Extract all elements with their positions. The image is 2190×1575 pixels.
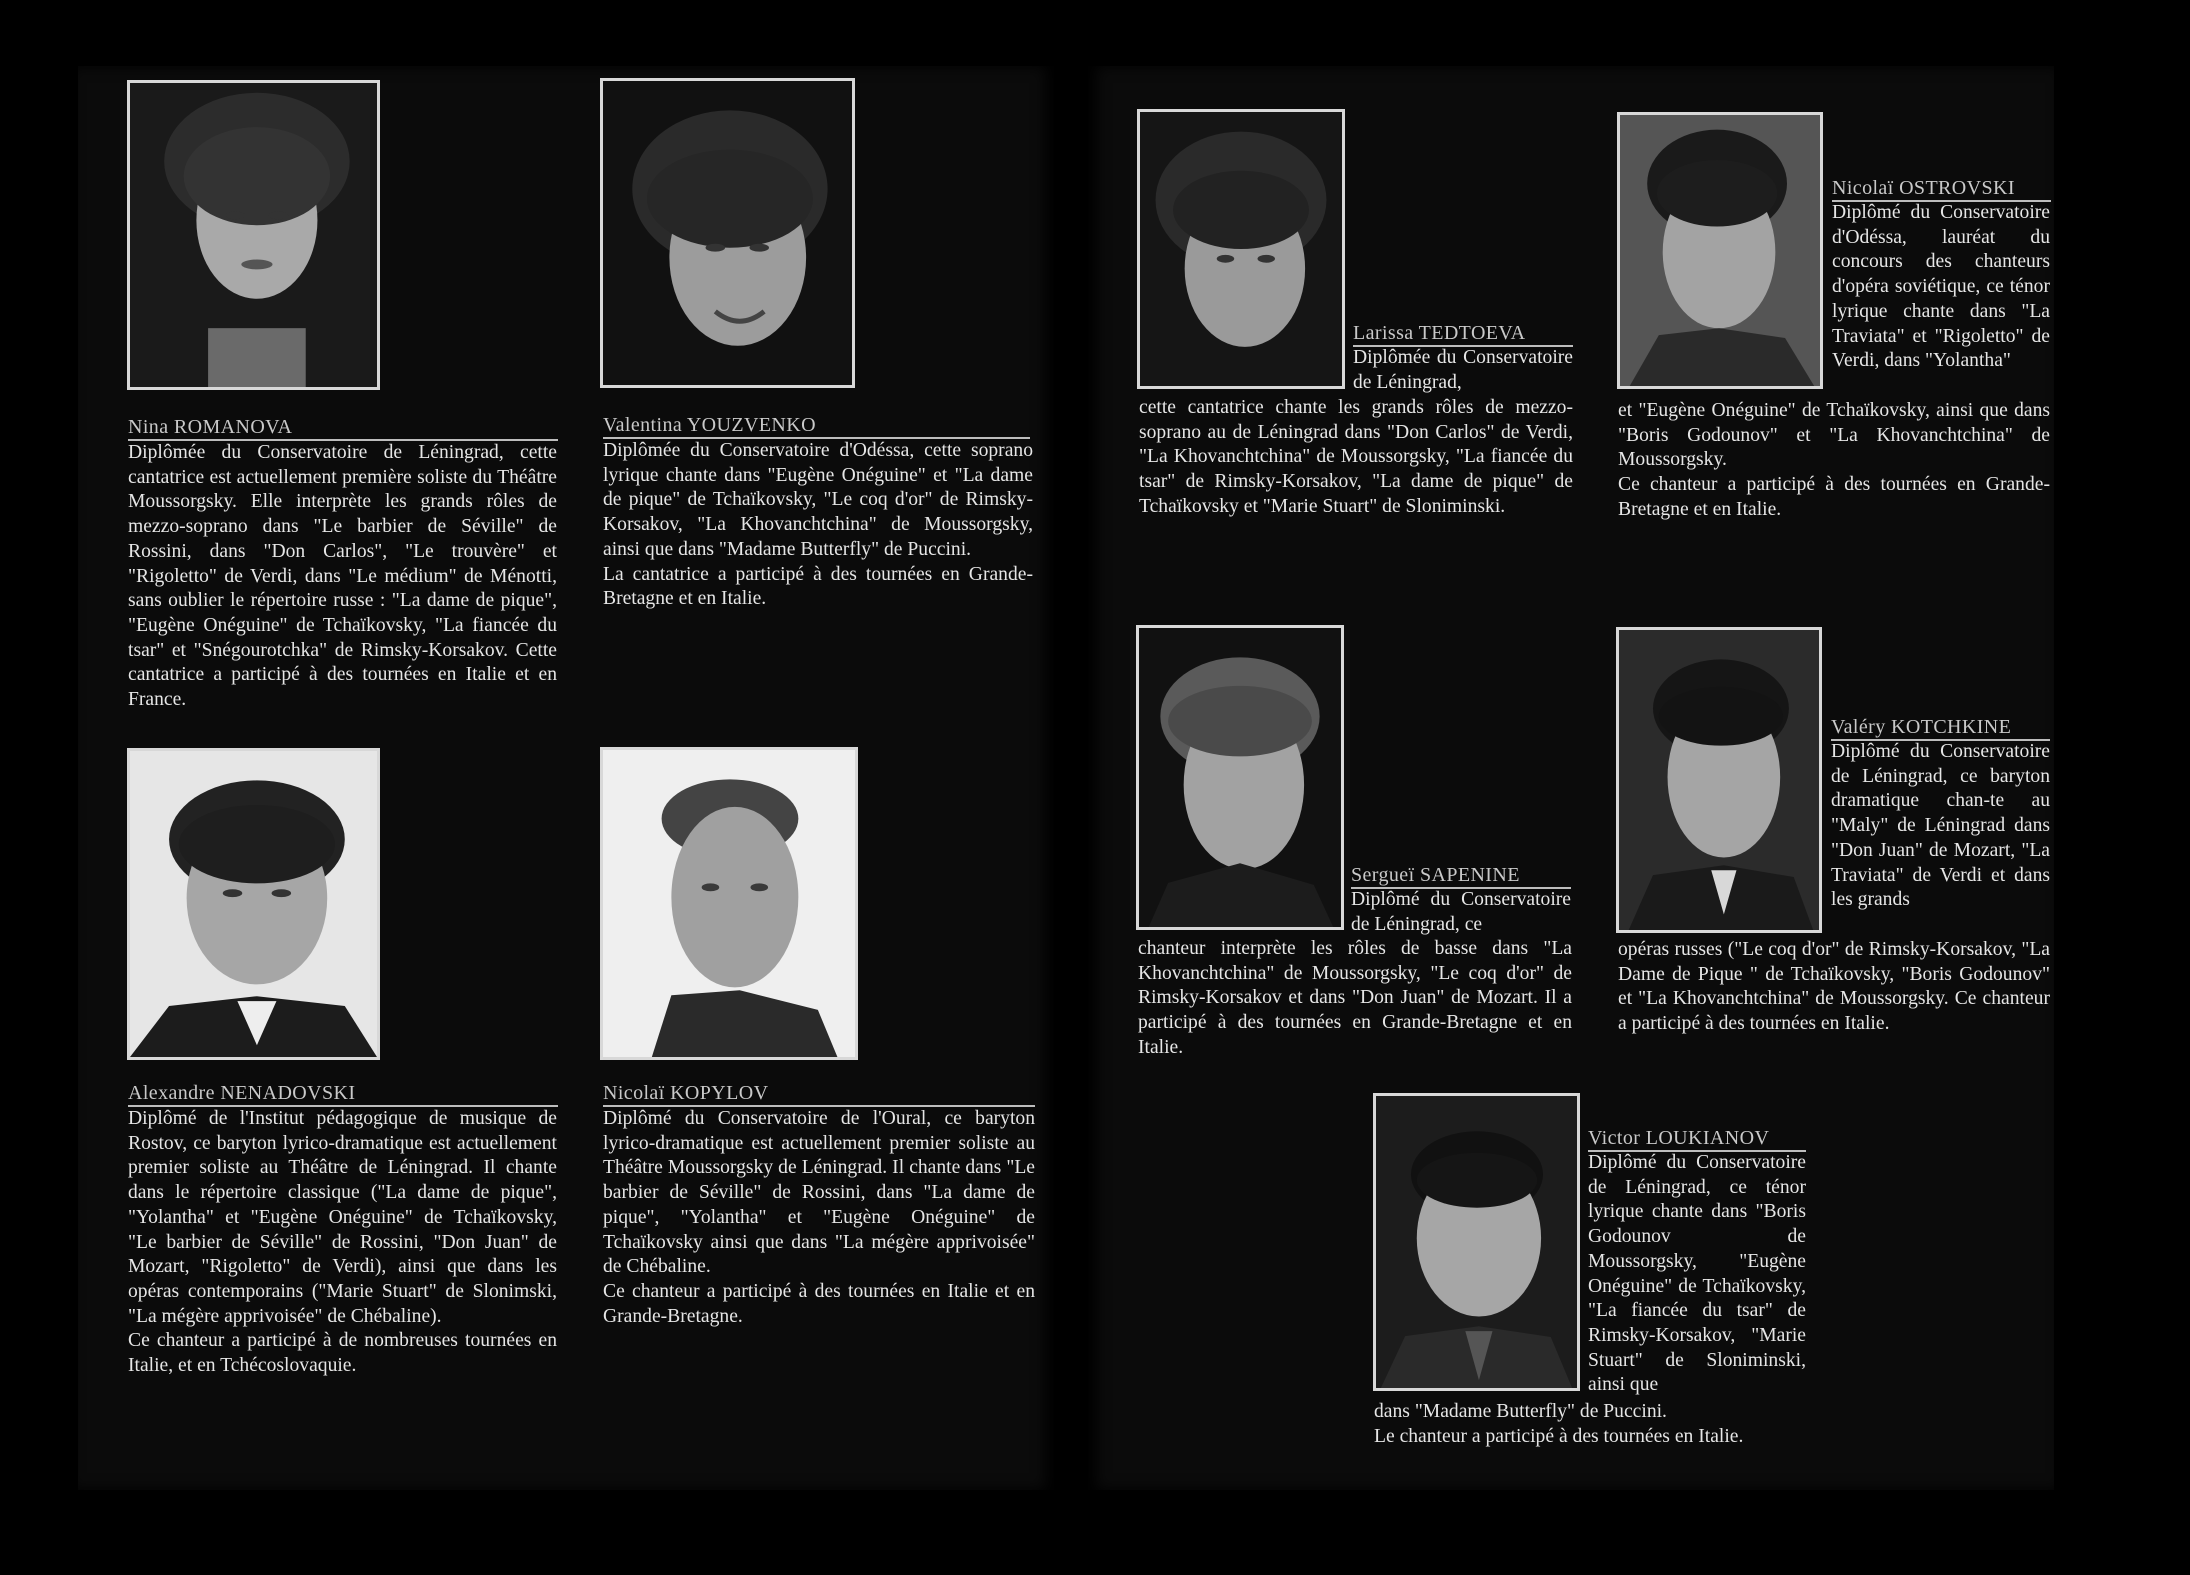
portrait-photo-sapenine xyxy=(1136,625,1344,930)
singer-bio-nenadovski: Diplômé de l'Institut pédagogique de musique de Rostov, ce baryton lyrico-dramatique est actuellement premier soliste au Théâtre de Léningrad. Il chante dans le répertoire classique ("La dame de pique", "Yolantha" et "Eugène Onéguine" de Tchaïkovsky, "Le barbier de Séville" de Rossini, "Don Juan" de Mozart, "Rigoletto" de Verdi), ainsi que dans les opéras contemporains ("Marie Stuart" de Slonimski, "La mégère apprivoisée" de Chébaline). Ce chanteur a participé à de nombreuses tournées en Italie, et en Tchécoslovaquie. xyxy=(128,1108,557,1377)
singer-name-nenadovski: Alexandre NENADOVSKI xyxy=(128,1082,558,1107)
singer-bio-kotchkine-side: Diplômé du Conservatoire de Léningrad, ce baryton dramatique chan-te au "Maly" de Léningrad dans "Don Juan" de Mozart, "La Traviata" de Verdi et dans les grands xyxy=(1831,741,2050,911)
singer-name-youzvenko: Valentina YOUZVENKO xyxy=(603,414,1030,439)
portrait-photo-kopylov xyxy=(600,747,858,1060)
singer-name-kotchkine: Valéry KOTCHKINE xyxy=(1831,716,2050,741)
singer-bio-ostrovski: et "Eugène Onéguine" de Tchaïkovsky, ainsi que dans "Boris Godounov" et "La Khovanchtchina" de Moussorgsky. Ce chanteur a participé à des tournées en Grande-Bretagne et en Italie. xyxy=(1618,400,2050,520)
singer-name-ostrovski: Nicolaï OSTROVSKI xyxy=(1832,177,2051,202)
singer-name-sapenine: Sergueï SAPENINE xyxy=(1351,864,1571,889)
singer-name-romanova: Nina ROMANOVA xyxy=(128,416,558,441)
singer-bio-sapenine-side: Diplômé du Conservatoire de Léningrad, ce xyxy=(1351,889,1571,935)
portrait-photo-youzvenko xyxy=(600,78,855,388)
singer-bio-sapenine: chanteur interprète les rôles de basse dans "La Khovanchtchina" de Moussorgsky, "Le coq d'or" de Rimsky-Korsakov et dans "Don Juan" de Mozart. Il a participé à des tournées en Grande-Bretagne et en Italie. xyxy=(1138,938,1572,1058)
portrait-photo-loukianov xyxy=(1373,1093,1580,1391)
portrait-photo-kotchkine xyxy=(1616,627,1822,933)
singer-name-kopylov: Nicolaï KOPYLOV xyxy=(603,1082,1035,1107)
portrait-photo-romanova xyxy=(127,80,380,390)
singer-bio-tedtoeva: cette cantatrice chante les grands rôles de mezzo-soprano au de Léningrad dans "Don Carlos" de Verdi, "La Khovanchtchina" de Moussorgsky, "La fiancée du tsar" de Rimsky-Korsakov, "La dame de pique" de Tchaïkovsky et "Marie Stuart" de Sloniminski. xyxy=(1139,397,1573,517)
singer-bio-kopylov: Diplômé du Conservatoire de l'Oural, ce baryton lyrico-dramatique est actuellement premier soliste au Théâtre Moussorgsky de Léningrad. Il chante dans "Le barbier de Séville" de Rossini, dans "La dame de pique", "Yolantha" et "Eugène Onéguine" de Tchaïkovsky ainsi que dans "La mégère apprivoisée" de Chébaline. Ce chanteur a participé à des tournées en Italie et en Grande-Bretagne. xyxy=(603,1108,1035,1327)
booklet-spine xyxy=(1054,60,1088,1496)
singer-bio-romanova: Diplômée du Conservatoire de Léningrad, cette cantatrice est actuellement première soliste du Théâtre Moussorgsky. Elle interprète les grands rôles de mezzo-soprano dans "Le barbier de Séville" de Rossini, dans "Don Carlos", "Le trouvère" et "Rigoletto" de Verdi, dans "Le médium" de Ménotti, sans oublier le répertoire russe : "La dame de pique", "Eugène Onéguine" de Tchaïkovsky, "La fiancée du tsar" et "Snégourotchka" de Rimsky-Korsakov. Cette cantatrice a participé à des tournées en Italie et en France. xyxy=(128,442,557,711)
portrait-photo-tedtoeva xyxy=(1137,109,1345,389)
singer-bio-tedtoeva-side: Diplômée du Conservatoire de Léningrad, xyxy=(1353,347,1573,393)
portrait-photo-ostrovski xyxy=(1617,112,1823,389)
singer-bio-youzvenko: Diplômée du Conservatoire d'Odéssa, cette soprano lyrique chante dans "Eugène Onéguine" et "La dame de pique" de Tchaïkovsky, "Le coq d'or" de Rimsky-Korsakov, "La Khovanchtchina" de Moussorgsky, ainsi que dans "Madame Butterfly" de Puccini. La cantatrice a participé à des tournées en Grande-Bretagne et en Italie. xyxy=(603,440,1033,610)
singer-bio-ostrovski-side: Diplômé du Conservatoire d'Odéssa, lauréat du concours des chanteurs d'opéra soviétique, ce ténor lyrique chante dans "La Traviata" et "Rigoletto" de Verdi, dans "Yolantha" xyxy=(1832,202,2050,372)
singer-bio-kotchkine: opéras russes ("Le coq d'or" de Rimsky-Korsakov, "La Dame de Pique " de Tchaïkovsky, "Boris Godounov" et "La Khovanchtchina" de Moussorgsky. Ce chanteur a participé à des tournées en Italie. xyxy=(1618,939,2050,1035)
singer-bio-loukianov: dans "Madame Butterfly" de Puccini. Le chanteur a participé à des tournées en Italie. xyxy=(1374,1401,1744,1447)
singer-name-tedtoeva: Larissa TEDTOEVA xyxy=(1353,322,1573,347)
singer-name-loukianov: Victor LOUKIANOV xyxy=(1588,1127,1806,1152)
singer-bio-loukianov-side: Diplômé du Conservatoire de Léningrad, ce ténor lyrique chante dans "Boris Godounov de Moussorgsky, "Eugène Onéguine" de Tchaïkovsky, "La fiancée du tsar" de Rimsky-Korsakov, "Marie Stuart" de Sloniminski, ainsi que xyxy=(1588,1152,1806,1396)
portrait-photo-nenadovski xyxy=(127,748,380,1060)
